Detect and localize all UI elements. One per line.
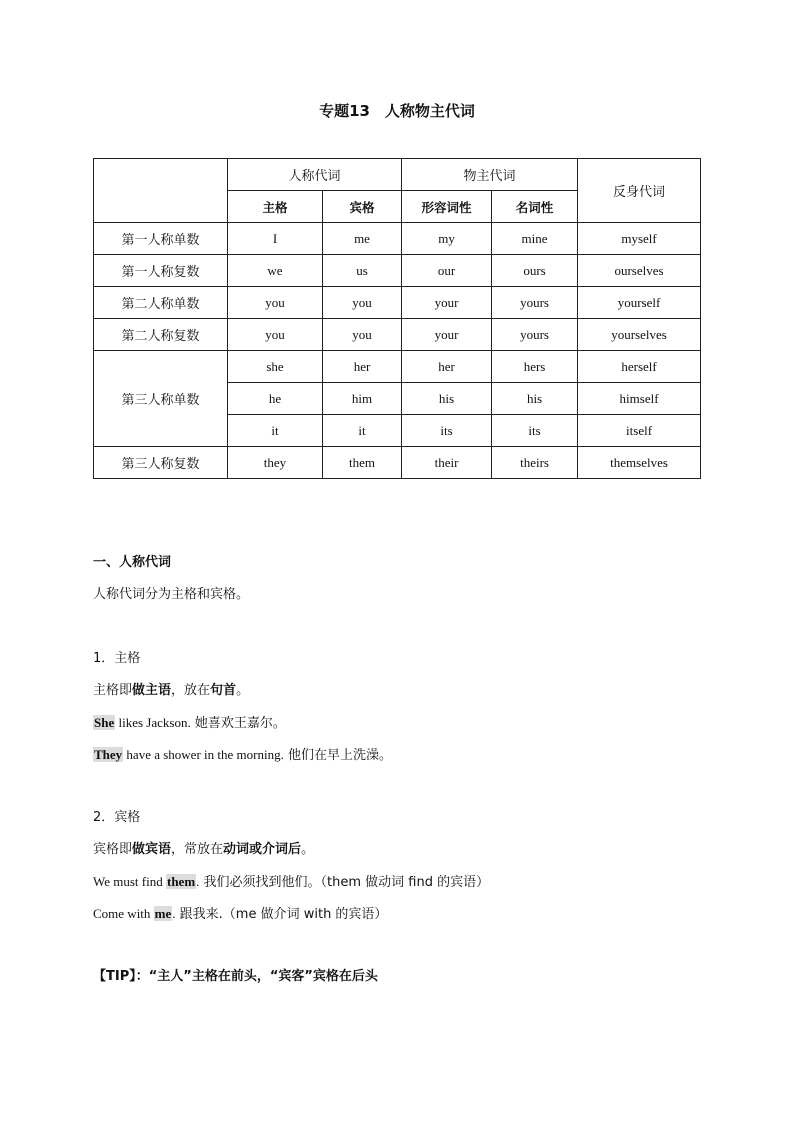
cell-adjective: your — [402, 319, 492, 351]
cell-object: it — [323, 415, 402, 447]
cell-subject: they — [228, 447, 323, 479]
example-english: . — [172, 906, 176, 921]
cell-reflexive: itself — [578, 415, 701, 447]
table-row — [94, 255, 701, 287]
header-noun: 名词性 — [492, 191, 578, 223]
header-adjective: 形容词性 — [402, 191, 492, 223]
example-english: . — [196, 874, 200, 889]
cell-noun: theirs — [492, 447, 578, 479]
cell-adjective: your — [402, 287, 492, 319]
rule-text: ，放在 — [171, 683, 211, 698]
row-label: 第三人称单数 — [94, 351, 228, 447]
cell-subject: it — [228, 415, 323, 447]
table-row — [94, 287, 701, 319]
subsection-heading: 2．宾格 — [93, 810, 141, 825]
table-row — [94, 319, 701, 351]
cell-noun: ours — [492, 255, 578, 287]
section-intro: 人称代词分为主格和宾格。 — [93, 587, 250, 602]
rule-text: ，常放在 — [171, 842, 224, 857]
pronoun-table — [93, 158, 701, 479]
header-personal: 人称代词 — [228, 159, 402, 191]
example-chinese: 他们在早上洗澡。 — [283, 748, 392, 763]
table-corner-cell — [94, 159, 228, 223]
cell-object: us — [323, 255, 402, 287]
rule-text: 主格即 — [93, 683, 133, 698]
section-heading: 一、人称代词 — [93, 555, 172, 570]
subsection-heading: 1．主格 — [93, 651, 141, 666]
table-row — [94, 447, 701, 479]
example-sentence — [93, 873, 489, 892]
example-chinese: 她喜欢王嘉尔。 — [190, 716, 286, 731]
cell-reflexive: yourselves — [578, 319, 701, 351]
cell-adjective: their — [402, 447, 492, 479]
cell-reflexive: herself — [578, 351, 701, 383]
example-english: Come with — [93, 906, 154, 921]
cell-object: you — [323, 287, 402, 319]
cell-object: him — [323, 383, 402, 415]
example-english: We must find — [93, 874, 166, 889]
cell-subject: you — [228, 319, 323, 351]
example-chinese: 跟我来.（me 做介词 with 的宾语） — [175, 907, 388, 922]
cell-adjective: his — [402, 383, 492, 415]
cell-noun: yours — [492, 319, 578, 351]
cell-object: her — [323, 351, 402, 383]
row-label: 第三人称复数 — [94, 447, 228, 479]
cell-noun: its — [492, 415, 578, 447]
highlighted-pronoun: She — [94, 715, 115, 730]
cell-reflexive: ourselves — [578, 255, 701, 287]
highlighted-pronoun: They — [94, 747, 123, 762]
cell-object: me — [323, 223, 402, 255]
cell-adjective: our — [402, 255, 492, 287]
example-english: have a shower in the morning. — [123, 747, 284, 762]
rule-keyword: 做主语 — [132, 683, 172, 698]
row-label: 第一人称单数 — [94, 223, 228, 255]
highlighted-pronoun: me — [154, 906, 172, 921]
table-row — [94, 351, 701, 383]
cell-adjective: her — [402, 351, 492, 383]
example-sentence — [93, 905, 387, 924]
cell-reflexive: himself — [578, 383, 701, 415]
rule-keyword: 做宾语 — [132, 842, 172, 857]
cell-subject: you — [228, 287, 323, 319]
example-english: likes Jackson. — [115, 715, 191, 730]
example-chinese: 我们必须找到他们。（them 做动词 find 的宾语） — [199, 875, 490, 890]
row-label: 第二人称单数 — [94, 287, 228, 319]
rule-keyword: 动词或介词后 — [223, 842, 302, 857]
header-subject: 主格 — [228, 191, 323, 223]
highlighted-pronoun: them — [166, 874, 196, 889]
cell-object: you — [323, 319, 402, 351]
table-row — [94, 223, 701, 255]
tip-line: 【TIP】：“主人”主格在前头，“宾客”宾格在后头 — [93, 969, 378, 984]
header-object: 宾格 — [323, 191, 402, 223]
cell-noun: mine — [492, 223, 578, 255]
cell-noun: his — [492, 383, 578, 415]
cell-noun: hers — [492, 351, 578, 383]
rule-text: 。 — [236, 683, 250, 698]
cell-adjective: its — [402, 415, 492, 447]
page-title: 专题13 人称物主代词 — [319, 102, 475, 120]
rule-text: 。 — [301, 842, 315, 857]
cell-reflexive: myself — [578, 223, 701, 255]
header-reflexive: 反身代词 — [578, 159, 701, 223]
cell-adjective: my — [402, 223, 492, 255]
cell-subject: he — [228, 383, 323, 415]
row-label: 第二人称复数 — [94, 319, 228, 351]
cell-subject: we — [228, 255, 323, 287]
rule-keyword: 句首 — [210, 683, 237, 698]
rule-line — [93, 682, 249, 700]
rule-text: 宾格即 — [93, 842, 133, 857]
cell-subject: she — [228, 351, 323, 383]
cell-object: them — [323, 447, 402, 479]
header-possessive: 物主代词 — [402, 159, 578, 191]
rule-line — [93, 841, 314, 859]
cell-subject: I — [228, 223, 323, 255]
cell-reflexive: themselves — [578, 447, 701, 479]
cell-reflexive: yourself — [578, 287, 701, 319]
cell-noun: yours — [492, 287, 578, 319]
row-label: 第一人称复数 — [94, 255, 228, 287]
example-sentence — [93, 746, 392, 765]
example-sentence — [93, 714, 286, 733]
